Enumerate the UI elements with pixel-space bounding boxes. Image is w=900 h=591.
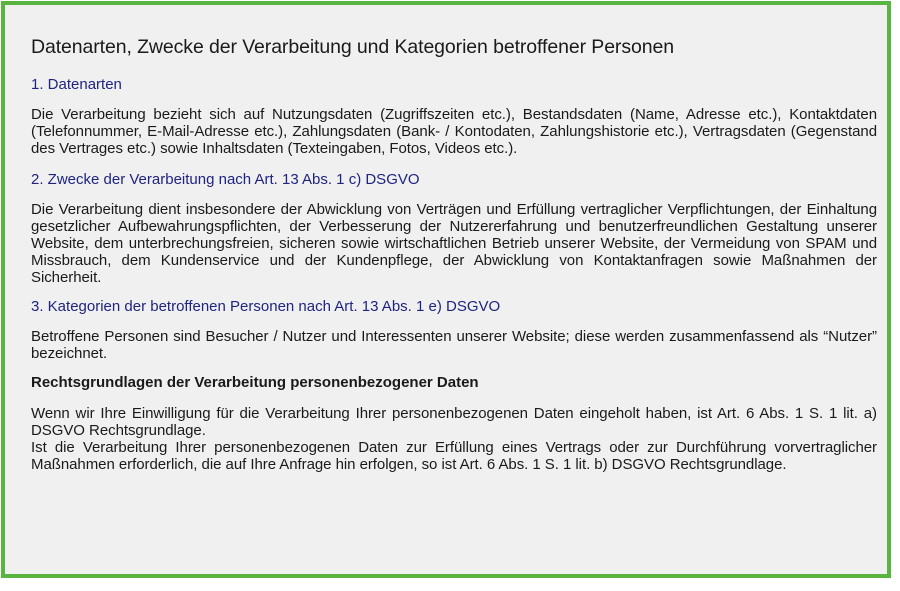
section-text-datenarten: Die Verarbeitung bezieht sich auf Nutzungsdaten (Zugriffszeiten etc.), Bestandsdaten (Name, Adresse etc.), Kontaktdaten (Telefonnummer, E-Mail-Adresse etc.), Zahlungsdaten (Bank- / Kontodaten, Zahlungshistorie etc.), Vertragsdaten (Gegenstand des Vertrages etc.) sowie Inhaltsdaten (Texteingaben, Fotos, Videos etc.). — [31, 106, 877, 157]
legal-basis-paragraph-contract: Ist die Verarbeitung Ihrer personenbezogenen Daten zur Erfüllung eines Vertrags oder zur Durchführung vorvertraglicher Maßnahmen erforderlich, die auf Ihre Anfrage hin erfolgen, so ist Art. 6 Abs. 1 S. 1 lit. b) DSGVO Rechtsgrundlage. — [31, 439, 877, 473]
section-heading-kategorien: 3. Kategorien der betroffenen Personen nach Art. 13 Abs. 1 e) DSGVO — [31, 298, 501, 315]
document-body — [31, 35, 877, 473]
section-heading-datenarten: 1. Datenarten — [31, 76, 122, 93]
legal-basis-paragraph-consent: Wenn wir Ihre Einwilligung für die Verarbeitung Ihrer personenbezogenen Daten eingeholt haben, ist Art. 6 Abs. 1 S. 1 lit. a) DSGVO Rechtsgrundlage. — [31, 405, 877, 439]
legal-basis-heading: Rechtsgrundlagen der Verarbeitung personenbezogener Daten — [31, 374, 479, 391]
content-panel — [1, 1, 891, 578]
section-heading-zwecke: 2. Zwecke der Verarbeitung nach Art. 13 Abs. 1 c) DSGVO — [31, 171, 420, 188]
section-text-kategorien: Betroffene Personen sind Besucher / Nutzer und Interessenten unserer Website; diese werden zusammenfassend als “Nutzer” bezeichnet. — [31, 328, 877, 362]
page-title: Datenarten, Zwecke der Verarbeitung und Kategorien betroffener Personen — [31, 36, 674, 58]
section-text-zwecke: Die Verarbeitung dient insbesondere der Abwicklung von Verträgen und Erfüllung vertraglicher Verpflichtungen, der Einhaltung gesetzlicher Aufbewahrungspflichten, der Verbesserung der Nutzererfahrung und benutzerfreundlichen Gestaltung unserer Website, dem unterbrechungsfreien, sicheren sowie wirtschaftlichen Betrieb unserer Website, der Vermeidung von SPAM und Missbrauch, dem Kundenservice und der Kundenpflege, der Abwicklung von Kontaktanfragen sowie Maßnahmen der Sicherheit. — [31, 201, 877, 286]
